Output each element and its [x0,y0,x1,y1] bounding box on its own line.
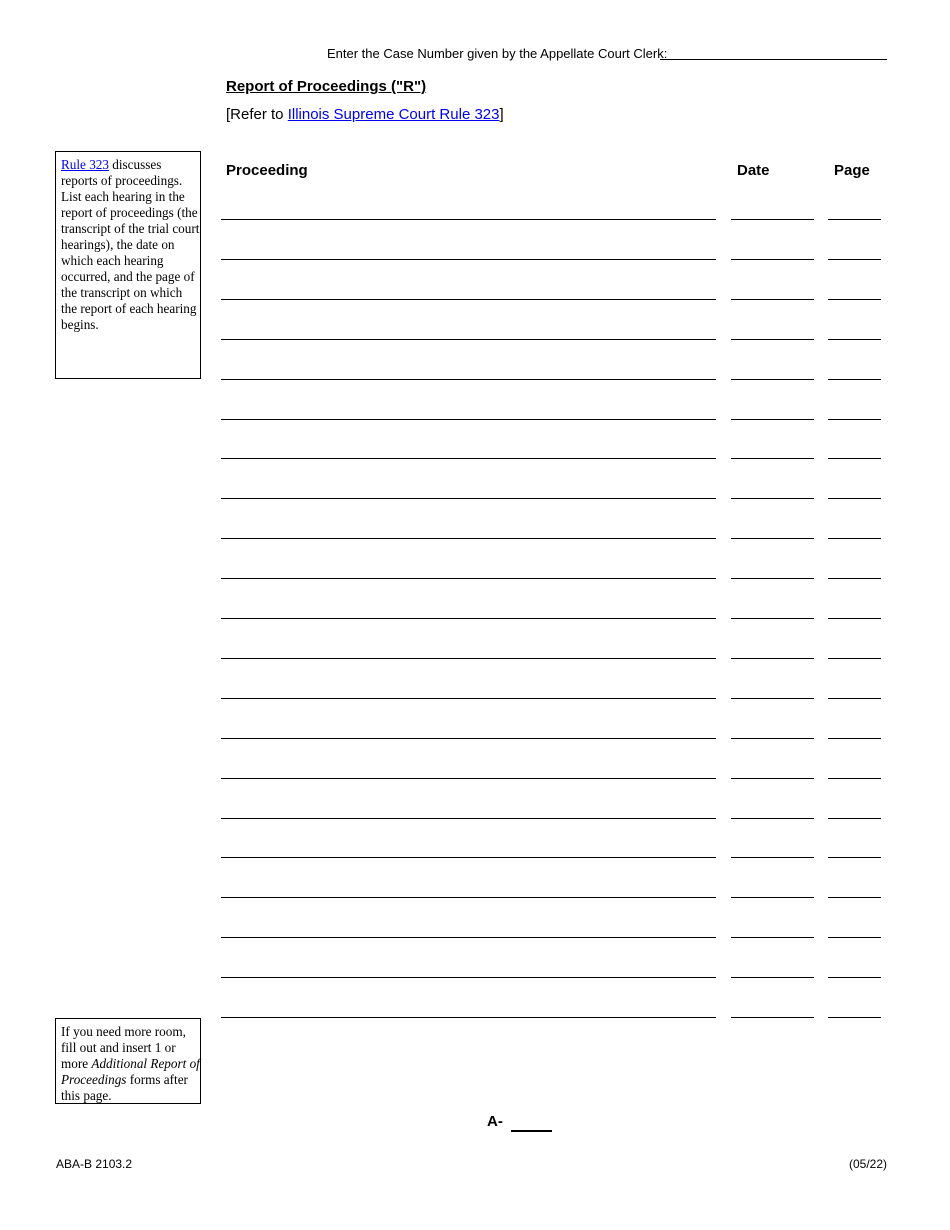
rule-reference [226,106,504,123]
page-input[interactable] [830,917,879,937]
page-line [828,1017,881,1018]
proceeding-line [221,977,716,978]
proceeding-input[interactable] [223,997,714,1017]
case-number-field[interactable] [660,59,887,60]
page-input[interactable] [830,798,879,818]
date-input[interactable] [733,877,812,897]
date-line [731,538,814,539]
proceeding-input[interactable] [223,917,714,937]
page-input[interactable] [830,199,879,219]
page-input[interactable] [830,598,879,618]
more-room-text-1: If you need more room, fill out and insert 1 or more [61,1024,186,1071]
page-line [828,937,881,938]
proceeding-input[interactable] [223,877,714,897]
page-input[interactable] [830,319,879,339]
date-input[interactable] [733,319,812,339]
date-line [731,259,814,260]
proceeding-line [221,778,716,779]
date-line [731,658,814,659]
proceeding-input[interactable] [223,478,714,498]
date-input[interactable] [733,478,812,498]
proceeding-line [221,259,716,260]
proceeding-input[interactable] [223,598,714,618]
date-input[interactable] [733,279,812,299]
proceeding-input[interactable] [223,678,714,698]
page-input[interactable] [830,558,879,578]
date-line [731,618,814,619]
page-line [828,818,881,819]
more-room-text-2: forms after this page. [61,1072,188,1103]
proceeding-input[interactable] [223,438,714,458]
refer-prefix: [Refer to [226,106,288,123]
date-line [731,339,814,340]
page-input[interactable] [830,678,879,698]
date-input[interactable] [733,718,812,738]
proceeding-line [221,538,716,539]
proceeding-input[interactable] [223,319,714,339]
proceeding-input[interactable] [223,837,714,857]
proceeding-input[interactable] [223,758,714,778]
form-name: Additional Report of Proceedings [61,1056,200,1087]
date-line [731,219,814,220]
proceeding-line [221,658,716,659]
proceeding-line [221,618,716,619]
page-input[interactable] [830,638,879,658]
form-id: ABA-B 2103.2 [56,1157,133,1171]
proceeding-line [221,419,716,420]
page-line [828,897,881,898]
proceeding-line [221,299,716,300]
proceeding-line [221,738,716,739]
proceeding-line [221,498,716,499]
date-input[interactable] [733,678,812,698]
date-input[interactable] [733,917,812,937]
date-line [731,977,814,978]
page-line [828,538,881,539]
proceeding-input[interactable] [223,718,714,738]
proceeding-line [221,379,716,380]
page-title: Report of Proceedings ("R") [226,78,427,95]
page-input[interactable] [830,478,879,498]
supreme-court-rule-link[interactable]: Illinois Supreme Court Rule 323 [287,106,500,123]
page-line [828,738,881,739]
proceeding-line [221,698,716,699]
page-input[interactable] [830,837,879,857]
date-input[interactable] [733,638,812,658]
date-input[interactable] [733,359,812,379]
proceeding-input[interactable] [223,359,714,379]
date-line [731,778,814,779]
date-line [731,299,814,300]
proceeding-line [221,1017,716,1018]
page-input[interactable] [830,438,879,458]
page-input[interactable] [830,518,879,538]
page-number-label: A- [487,1113,503,1130]
page-input[interactable] [830,239,879,259]
date-input[interactable] [733,518,812,538]
page-line [828,778,881,779]
page-line [828,698,881,699]
date-line [731,498,814,499]
page-line [828,578,881,579]
date-input[interactable] [733,199,812,219]
proceeding-line [221,219,716,220]
refer-suffix: ] [499,106,504,123]
proceeding-line [221,818,716,819]
page-input[interactable] [830,877,879,897]
page-line [828,458,881,459]
page-line [828,857,881,858]
page-line [828,259,881,260]
date-input[interactable] [733,957,812,977]
proceeding-input[interactable] [223,399,714,419]
column-header-page: Page [834,162,870,179]
proceeding-input[interactable] [223,957,714,977]
date-line [731,738,814,739]
page-input[interactable] [830,957,879,977]
page-input[interactable] [830,758,879,778]
page-line [828,658,881,659]
proceeding-input[interactable] [223,558,714,578]
page-line [828,618,881,619]
date-line [731,818,814,819]
page-input[interactable] [830,718,879,738]
page-line [828,977,881,978]
column-header-proceeding: Proceeding [226,162,308,179]
page-line [828,339,881,340]
revision-date: (05/22) [848,1157,887,1171]
page-line [828,419,881,420]
proceeding-input[interactable] [223,798,714,818]
date-line [731,458,814,459]
case-number-label: Enter the Case Number given by the Appellate Court Clerk: [327,46,668,61]
rule-323-link[interactable]: Rule 323 [61,157,109,172]
instructions-text: discusses reports of proceedings. List each hearing in the report of proceedings (the transcript of the trial court hearings), the date on which each hearing occurred, and the page of the transcript on which the report of each hearing begins. [61,157,200,332]
page-line [828,379,881,380]
page-number-field[interactable] [511,1130,552,1132]
proceeding-input[interactable] [223,199,714,219]
date-line [731,698,814,699]
instructions-box [55,151,201,379]
date-input[interactable] [733,399,812,419]
page-line [828,299,881,300]
date-line [731,379,814,380]
proceeding-line [221,339,716,340]
proceeding-line [221,897,716,898]
date-input[interactable] [733,798,812,818]
date-input[interactable] [733,837,812,857]
more-room-box [55,1018,201,1104]
page-line [828,219,881,220]
column-header-date: Date [737,162,770,179]
proceeding-input[interactable] [223,279,714,299]
proceeding-line [221,937,716,938]
date-input[interactable] [733,997,812,1017]
proceeding-input[interactable] [223,638,714,658]
date-line [731,578,814,579]
proceeding-line [221,857,716,858]
page-line [828,498,881,499]
proceeding-line [221,578,716,579]
date-line [731,897,814,898]
page-input[interactable] [830,997,879,1017]
date-line [731,419,814,420]
date-input[interactable] [733,558,812,578]
proceeding-input[interactable] [223,239,714,259]
date-input[interactable] [733,598,812,618]
page-input[interactable] [830,279,879,299]
page-input[interactable] [830,399,879,419]
date-input[interactable] [733,438,812,458]
date-line [731,1017,814,1018]
proceeding-input[interactable] [223,518,714,538]
date-input[interactable] [733,239,812,259]
date-line [731,937,814,938]
page-input[interactable] [830,359,879,379]
date-input[interactable] [733,758,812,778]
date-line [731,857,814,858]
proceeding-line [221,458,716,459]
